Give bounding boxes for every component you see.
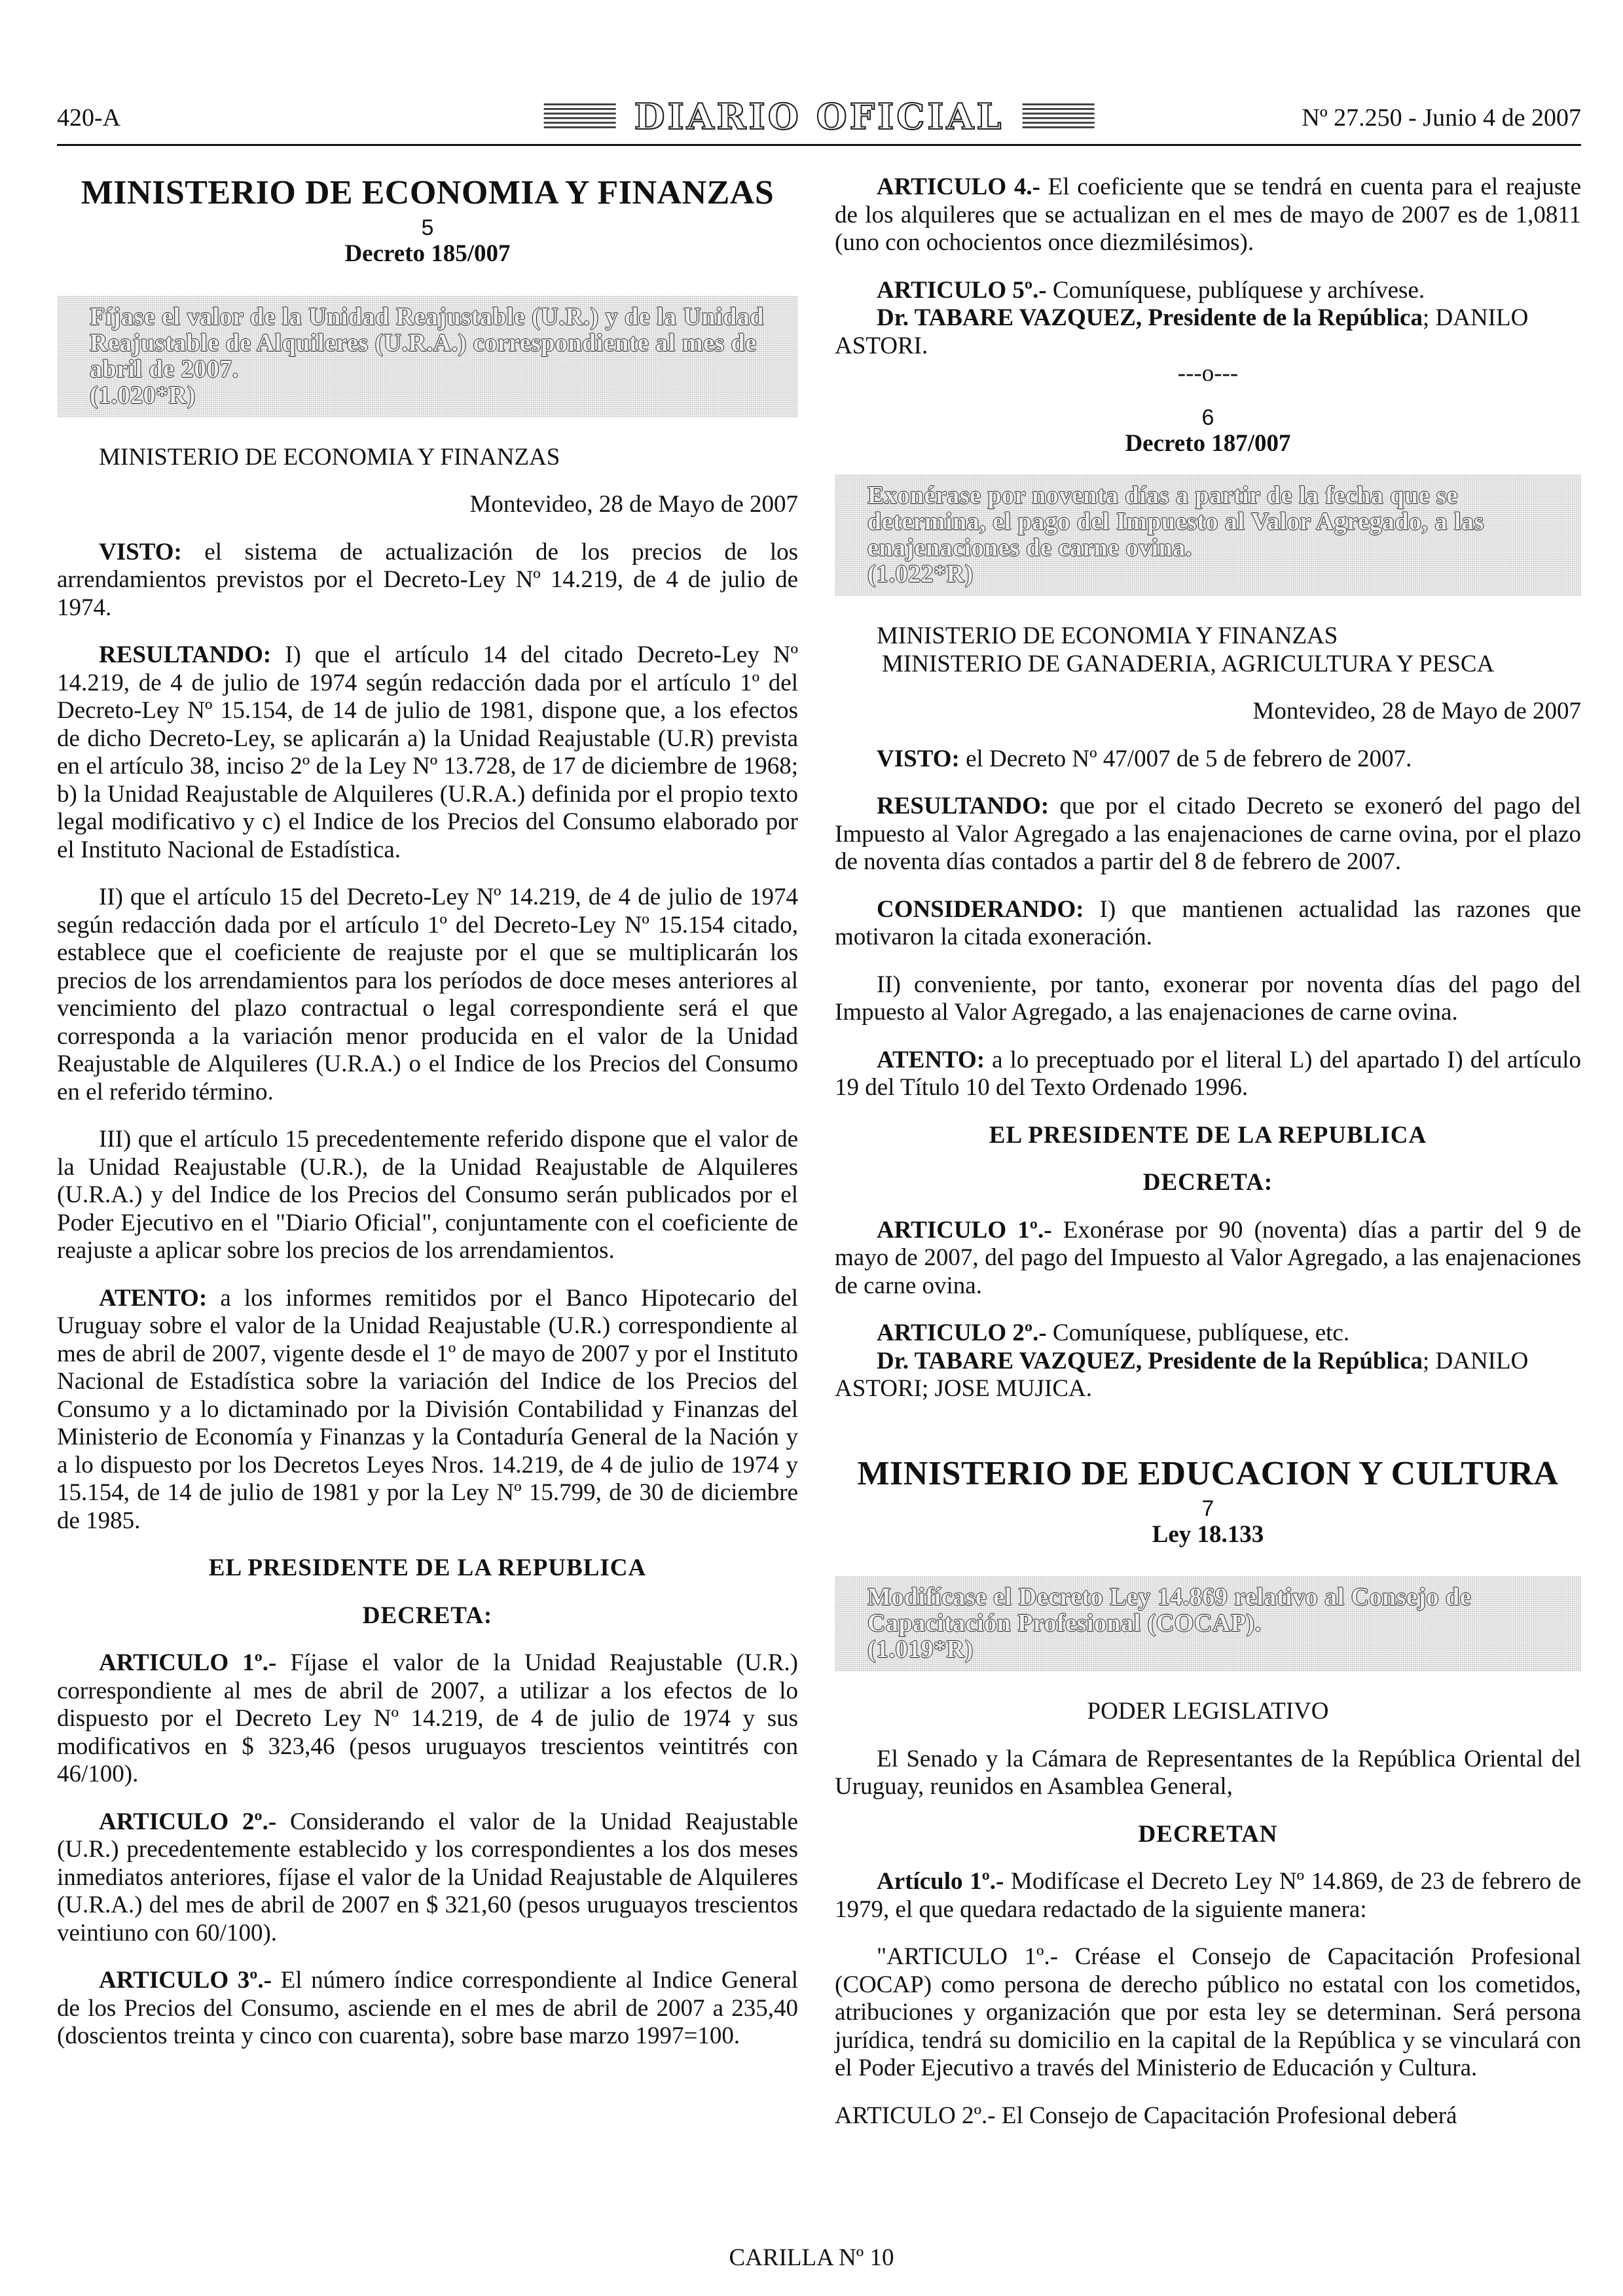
article-4-label: ARTICULO 4.- [877,173,1040,200]
signature-2-name: Dr. TABARE VAZQUEZ, Presidente de la República [877,1347,1423,1374]
article-2-text: Considerando el valor de la Unidad Reajustable (U.R.) precedentemente establecido y los correspondientes a los dos meses inmediatos anteriores, fíjase el valor de la Unidad Reajustable de Alquileres (U.R.A.) del mes de abril de 2007 en $ 321,60 (pesos uruguayos trescientos veintiuno con 60/100). [57,1808,799,1946]
visto-2-text: el Decreto Nº 47/007 de 5 de febrero de 2007. [959,745,1412,772]
president-heading-2: EL PRESIDENTE DE LA REPUBLICA [989,1121,1427,1149]
atento-2-label: ATENTO: [877,1046,985,1073]
issue-info: Nº 27.250 - Junio 4 de 2007 [1302,104,1581,132]
article-2b [835,1319,1581,1348]
article-4-text: El coeficiente que se tendrá en cuenta para el reajuste de los alquileres que se actualizan en el mes de mayo de 2007 es de 1,0811 (uno con ochocientos once diezmilésimos). [835,173,1581,256]
resultando-2 [835,793,1581,876]
considerando-2-label: CONSIDERANDO: [877,895,1084,923]
decreta-heading-2: DECRETA: [1142,1169,1273,1196]
article-1c [835,1868,1581,1924]
article-3-text: El número índice correspondiente al Indice General de los Precios del Consumo, asciende en el mes de abril de 2007 a 235,40 (doscientos treinta y cinco con cuarenta), sobre base marzo 1997=100. [57,1967,798,2049]
atento-2-text: a lo preceptuado por el literal L) del apartado I) del artículo 19 del Título 10 del Texto Ordenado 1996. [835,1046,1581,1101]
decree-summary [57,296,798,418]
summary-2-text: Exonérase por noventa días a partir de la fecha que se determina, el pago del Impuesto al Valor Agregado, a las enajenaciones de carne ovina. [867,482,1484,562]
decretan-heading: DECRETAN [1138,1820,1278,1848]
article-1c-label: Artículo 1º.- [877,1868,1004,1895]
resultando-text: I) que el artículo 14 del citado Decreto-Ley Nº 14.219, de 4 de julio de 1974 según redacción dada por el artículo 1º del Decreto-Ley Nº 15.154, de 14 de julio de 1981, dispone que, a los efectos de dicho Decreto-Ley, se aplicarán a) la Unidad Reajustable (U.R) prevista en el artículo 38, inciso 2º de la Ley Nº 13.728, de 17 de diciembre de 1968; b) la Unidad Reajustable de Alquileres (U.R.A.) definida por el propio texto legal modificativo y c) el Indice de los Precios del Consumo elaborado por el Instituto Nacional de Estadística. [57,641,798,863]
atento-text: a los informes remitidos por el Banco Hipotecario del Uruguay sobre el valor de la Unidad Reajustable (U.R.) correspondiente al mes de abril de 2007, vigente desde el 1º de mayo de 2007 y por el Instituto Nacional de Estadística sobre la variación del Indice de los Precios del Consumo y a lo dictaminado por la División Contabilidad y Finanzas del Ministerio de Economía y Finanzas y la Contaduría General de la Nación y a lo dispuesto por los Decretos Leyes Nros. 14.219, de 4 de julio de 1974 y 15.154, de 14 de julio de 1981 y por la Ley Nº 15.799, de 30 de diciembre de 1985. [57,1284,798,1534]
atento-2 [835,1047,1581,1102]
date-line-2: Montevideo, 28 de Mayo de 2007 [1252,698,1581,725]
signature-2 [835,1348,1581,1403]
item-number: 5 [421,215,434,240]
issuer-2b: MINISTERIO DE GANADERIA, AGRICULTURA Y PESCA [882,650,1495,677]
visto-text: el sistema de actualización de los precios de los arrendamientos previstos por el Decreto-Ley Nº 14.219, de 4 de julio de 1974. [57,538,798,621]
article-1b-label: ARTICULO 1º.- [877,1216,1052,1244]
atento-label: ATENTO: [99,1284,208,1312]
article-1-text: Fíjase el valor de la Unidad Reajustable (U.R.) correspondiente al mes de abril de 2007, a utilizar a los efectos de lo dispuesto por el Decreto Ley Nº 14.219, de 4 de julio de 1974 y sus modificativos en $ 323,46 (pesos uruguayos trescientos veintitrés con 46/100). [57,1649,798,1787]
law-number-3: Ley 18.133 [1152,1520,1264,1548]
item-number-2: 6 [1201,404,1214,430]
date-line: Montevideo, 28 de Mayo de 2007 [469,491,798,518]
article-2 [57,1808,798,1948]
summary-2-code: (1.022*R) [867,560,974,588]
visto-2 [835,745,1581,774]
law-summary-3 [835,1576,1581,1672]
article-2b-label: ARTICULO 2º.- [877,1319,1047,1346]
resultando-2-text: que por el citado Decreto se exoneró del pago del Impuesto al Valor Agregado a las enajenaciones de carne ovina, por el plazo de noventa días contados a partir del 8 de febrero de 2007. [835,793,1581,875]
resultando-paragraph [57,641,798,864]
header-rule [57,144,1581,146]
visto-label: VISTO: [99,538,182,565]
visto-2-label: VISTO: [877,745,960,772]
page-number: 420-A [57,104,121,132]
issuer: MINISTERIO DE ECONOMIA Y FINANZAS [99,443,560,471]
page-header [57,97,1581,143]
visto-paragraph [57,539,798,622]
atento-paragraph [57,1285,798,1535]
president-heading: EL PRESIDENTE DE LA REPUBLICA [208,1554,647,1581]
quoted-article-1: "ARTICULO 1º.- Créase el Consejo de Capacitación Profesional (COCAP) como persona de derecho público no estatal con los cometidos, atribuciones y organización que por esta ley se determinan. Será persona jurídica, tendrá su domicilio en la capital de la República y se vinculará con el Poder Ejecutivo a través del Ministerio de Educación y Cultura. [835,1943,1581,2081]
summary-3-code: (1.019*R) [867,1636,974,1663]
ministry-heading-3: MINISTERIO DE EDUCACION Y CULTURA [857,1454,1559,1492]
article-3-label: ARTICULO 3º.- [99,1967,272,1994]
signature-2-rest: ; DANILO ASTORI; JOSE MUJICA. [835,1347,1529,1402]
issuer-3: PODER LEGISLATIVO [1087,1698,1329,1725]
summary-3-text: Modifícase el Decreto Ley 14.869 relativo al Consejo de Capacitación Profesional (COCAP). [867,1583,1472,1637]
right-column [835,173,1581,2149]
article-1b-text: Exonérase por 90 (noventa) días a partir del 9 de mayo de 2007, del pago del Impuesto al Valor Agregado, a las enajenaciones de carne ovina. [835,1216,1582,1299]
separator: ---o--- [1177,360,1239,387]
article-2b-text: Comuníquese, publíquese, etc. [1046,1319,1350,1346]
page-footer: CARILLA Nº 10 [729,2244,894,2271]
resultando-label: RESULTANDO: [99,641,272,668]
signature-1-name: Dr. TABARE VAZQUEZ, Presidente de la República [877,304,1423,331]
article-4 [835,173,1581,257]
article-5 [835,277,1581,305]
signature-1-rest: ; DANILO ASTORI. [835,304,1529,359]
article-5-text: Comuníquese, publíquese y archívese. [1046,276,1425,304]
article-2-label: ARTICULO 2º.- [99,1808,277,1835]
item-number-3: 7 [1201,1496,1214,1521]
summary-code: (1.020*R) [90,381,196,409]
masthead [544,97,1095,136]
article-3 [57,1967,798,2051]
article-1-label: ARTICULO 1º.- [99,1649,277,1676]
left-column [57,173,798,2070]
article-1 [57,1649,798,1789]
decree-summary-2 [835,475,1581,596]
article-1b [835,1217,1581,1300]
considerando-2 [835,896,1581,952]
article-1c-text: Modifícase el Decreto Ley Nº 14.869, de 23 de febrero de 1979, el que quedara redactado de la siguiente manera: [835,1868,1582,1923]
resultando-ii: II) que el artículo 15 del Decreto-Ley Nº 14.219, de 4 de julio de 1974 según redacción dada por el artículo 1º del Decreto-Ley Nº 15.154 citado, establece que el coeficiente de reajuste por el que se multiplicarán los precios de los arrendamientos para los períodos de doce meses anteriores al vencimiento del plazo contractual o legal correspondiente será el que corresponda a la variación menor producida en el valor de la Unidad Reajustable de Alquileres (U.R.A.) o el Indice de los Precios del Consumo en el referido término. [57,884,798,1105]
ministry-heading: MINISTERIO DE ECONOMIA Y FINANZAS [81,174,775,211]
article-5-label: ARTICULO 5º.- [877,276,1047,304]
resultando-iii: III) que el artículo 15 precedentemente referido dispone que el valor de la Unidad Reajustable (U.R.), de la Unidad Reajustable de Alquileres (U.R.A.) y del Indice de los Precios del Consumo serán publicados por el Poder Ejecutivo en el "Diario Oficial", conjuntamente con el coeficiente de reajuste a aplicar sobre los precios de los arrendamientos. [57,1126,798,1264]
considerando-2-text: I) que mantienen actualidad las razones que motivaron la citada exoneración. [835,895,1581,950]
resultando-2-label: RESULTANDO: [877,793,1049,819]
decree-number-2: Decreto 187/007 [1125,429,1291,457]
quoted-article-2: ARTICULO 2º.- El Consejo de Capacitación Profesional deberá [835,2102,1457,2129]
masthead-lines-left [544,103,616,130]
decree-number: Decreto 185/007 [344,240,511,267]
masthead-title: DIARIO OFICIAL [634,96,1004,137]
decreta-heading: DECRETA: [362,1602,493,1629]
signature-1 [835,304,1581,360]
considerando-2-ii: II) conveniente, por tanto, exonerar por noventa días del pago del Impuesto al Valor Agregado, a las enajenaciones de carne ovina. [835,971,1581,1026]
masthead-lines-right [1022,103,1094,130]
summary-text: Fíjase el valor de la Unidad Reajustable (U.R.) y de la Unidad Reajustable de Alquileres (U.R.A.) correspondiente al mes de abril de 2007. [90,302,764,383]
issuer-2a: MINISTERIO DE ECONOMIA Y FINANZAS [877,622,1338,649]
senado-paragraph: El Senado y la Cámara de Representantes de la República Oriental del Uruguay, reunidos en Asamblea General, [835,1745,1581,1800]
